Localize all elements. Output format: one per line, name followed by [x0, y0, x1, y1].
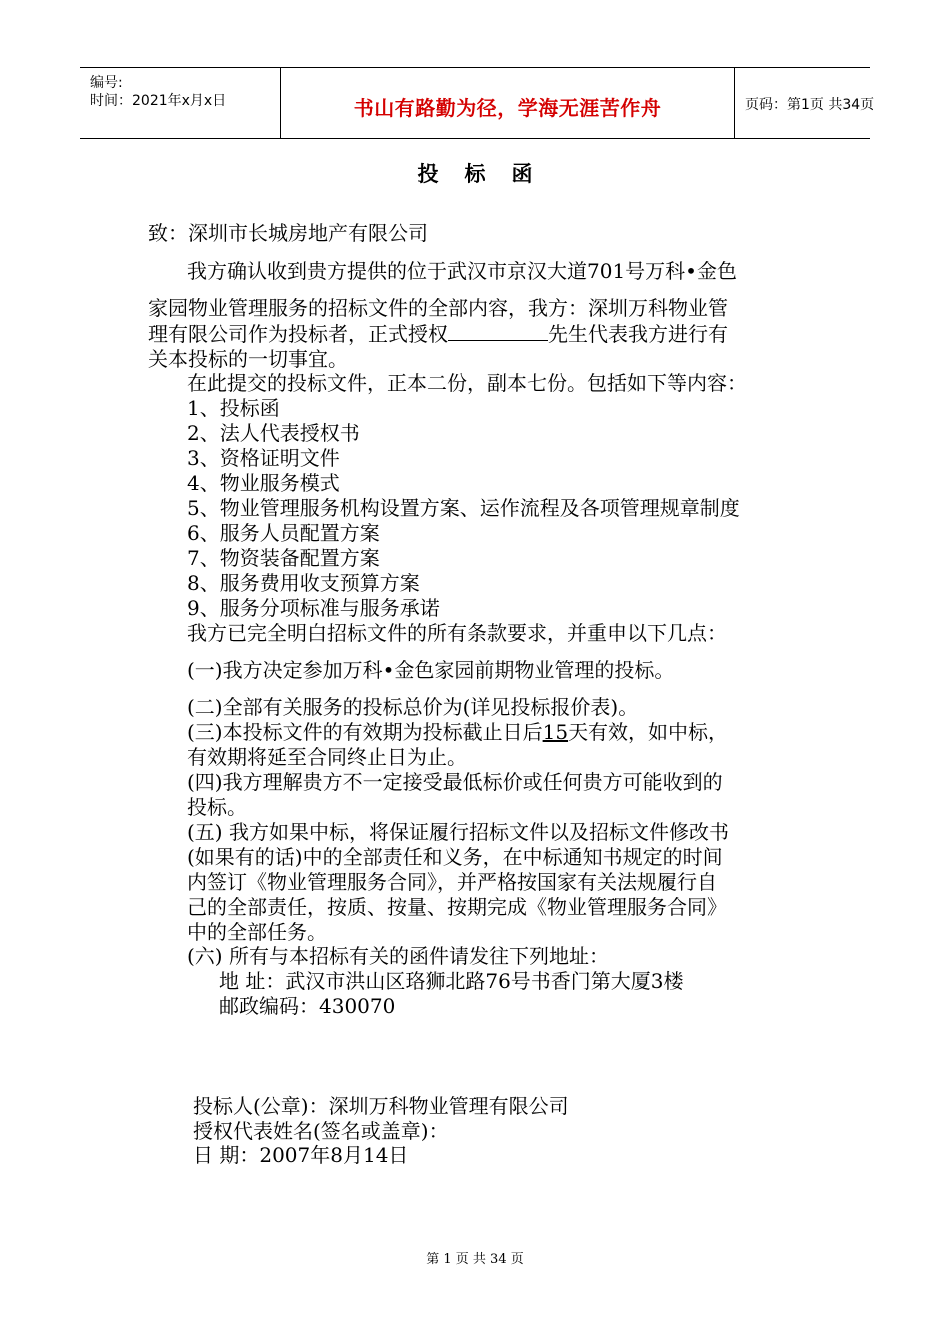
para1-line3-a: 理有限公司作为投标者，正式授权 [148, 322, 448, 346]
point-two: (二)全部有关服务的投标总价为(详见投标报价表)。 [187, 695, 639, 719]
point-three-line2: 有效期将延至合同终止日为止。 [187, 745, 467, 769]
document-title: 投标函 [417, 162, 559, 186]
point-five-line5: 中的全部任务。 [187, 920, 327, 944]
point-four-line2: 投标。 [187, 795, 247, 819]
para1-line4: 关本投标的一切事宜。 [148, 347, 348, 371]
list-item: 5、物业管理服务机构设置方案、运作流程及各项管理规章制度 [187, 496, 740, 520]
point-four-line1: (四)我方理解贵方不一定接受最低标价或任何贵方可能收到的 [187, 770, 723, 794]
validity-days: 15 [542, 720, 569, 744]
point-five-line1: (五) 我方如果中标，将保证履行招标文件以及招标文件修改书 [187, 820, 729, 844]
list-item: 7、物资装备配置方案 [187, 546, 380, 570]
address: 地 址：武汉市洪山区珞狮北路76号书香门第大厦3楼 [219, 969, 684, 993]
para1-line1: 我方确认收到贵方提供的位于武汉市京汉大道701号万科•金色 [187, 259, 737, 283]
point-five-line4: 己的全部责任，按质、按量、按期完成《物业管理服务合同》 [187, 895, 727, 919]
point-three-b: 天有效，如中标， [568, 720, 729, 744]
authorized-name-blank [448, 322, 548, 341]
point-five-line2: (如果有的话)中的全部责任和义务，在中标通知书规定的时间 [187, 845, 723, 869]
point-one: (一)我方决定参加万科•金色家园前期物业管理的投标。 [187, 658, 675, 682]
page-header [80, 67, 875, 139]
list-item: 8、服务费用收支预算方案 [187, 571, 420, 595]
list-item: 6、服务人员配置方案 [187, 521, 380, 545]
para1-line3 [148, 322, 728, 347]
postcode: 邮政编码：430070 [219, 994, 396, 1018]
representative-signature: 授权代表姓名(签名或盖章)： [193, 1119, 449, 1143]
para1-line2: 家园物业管理服务的招标文件的全部内容，我方：深圳万科物业管 [148, 296, 728, 320]
point-three-line1 [187, 720, 728, 745]
header-motto-cell [280, 68, 735, 138]
list-item: 9、服务分项标准与服务承诺 [187, 596, 440, 620]
list-item: 2、法人代表授权书 [187, 421, 360, 445]
bidder-seal: 投标人(公章)：深圳万科物业管理有限公司 [193, 1094, 569, 1118]
doc-time-label: 时间：2021年x月x日 [90, 93, 227, 109]
list-item: 1、投标函 [187, 396, 280, 420]
addressee: 致：深圳市长城房地产有限公司 [148, 221, 428, 245]
point-six: (六) 所有与本招标有关的函件请发往下列地址： [187, 944, 609, 968]
header-page-cell [735, 68, 875, 138]
document-date: 日 期：2007年8月14日 [193, 1143, 409, 1167]
para3: 我方已完全明白招标文件的所有条款要求，并重申以下几点： [187, 621, 727, 645]
doc-number-label: 编号: [90, 75, 123, 91]
header-page-info: 页码：第1页 共34页 [745, 97, 875, 113]
list-item: 3、资格证明文件 [187, 446, 340, 470]
header-motto: 书山有路勤为径，学海无涯苦作舟 [353, 96, 662, 120]
point-three-a: (三)本投标文件的有效期为投标截止日后 [187, 720, 543, 744]
para2: 在此提交的投标文件，正本二份，副本七份。包括如下等内容： [187, 371, 747, 395]
header-meta [80, 68, 280, 138]
point-five-line3: 内签订《物业管理服务合同》，并严格按国家有关法规履行自 [187, 870, 717, 894]
page-footer: 第 1 页 共 34 页 [426, 1252, 524, 1267]
list-item: 4、物业服务模式 [187, 471, 340, 495]
para1-line3-b: 先生代表我方进行有 [548, 322, 728, 346]
